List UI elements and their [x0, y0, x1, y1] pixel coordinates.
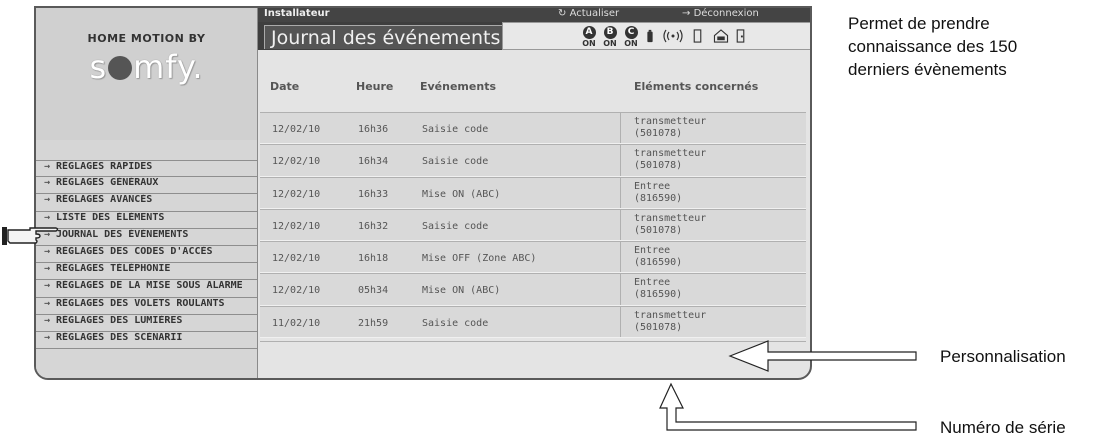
brand-tagline: HOME MOTION BY	[87, 32, 206, 45]
arrow-right-icon: →	[44, 228, 51, 240]
refresh-link[interactable]: ↻ Actualiser	[558, 8, 620, 19]
header-element: Eléments concernés	[634, 80, 759, 93]
arrow-right-icon: →	[44, 314, 51, 326]
zone-c-status: C ON	[624, 27, 638, 48]
annotation-customisation: Personnalisation	[940, 347, 1066, 366]
arrow-right-icon: →	[44, 245, 51, 257]
arrow-right-icon: →	[44, 280, 51, 292]
menu-item-codes-acces[interactable]: → RÉGLAGES DES CODES D'ACCÈS	[36, 246, 257, 263]
menu-item-reglages-rapides[interactable]: → RÉGLAGES RAPIDES	[36, 160, 257, 177]
table-row: 12/02/10 16h18 Mise OFF (Zone ABC) Entree (816590)	[260, 241, 806, 273]
header-time: Heure	[356, 80, 394, 93]
menu-item-reglages-avances[interactable]: → RÉGLAGES AVANCÉS	[36, 194, 257, 211]
arrow-right-icon: →	[44, 263, 51, 275]
callout-arrow-serial	[660, 384, 916, 430]
callout-arrow-customisation	[730, 341, 916, 371]
menu-item-lumieres[interactable]: → RÉGLAGES DES LUMIÈRES	[36, 315, 257, 332]
annotation-serial-number: Numéro de série	[940, 418, 1066, 437]
menu-item-volets-roulants[interactable]: → RÉGLAGES DES VOLETS ROULANTS	[36, 298, 257, 315]
page-title: Journal des événements	[264, 25, 507, 49]
zone-b-status: B ON	[603, 27, 617, 48]
header-date: Date	[270, 80, 300, 93]
somfy-logo: s mfy.	[89, 48, 204, 86]
header-event: Evénements	[420, 80, 496, 93]
table-row: 12/02/10 05h34 Mise ON (ABC) Entree (816590)	[260, 273, 806, 305]
menu-item-scenarii[interactable]: → RÉGLAGES DES SCÉNARII	[36, 332, 257, 349]
menu-item-journal-evenements[interactable]: → JOURNAL DES ÉVÉNEMENTS	[36, 229, 257, 246]
table-row: 11/02/10 21h59 Saisie code transmetteur (501078)	[260, 306, 806, 338]
zone-a-status: A ON	[582, 27, 596, 48]
arrow-right-icon: →	[44, 297, 51, 309]
menu-item-telephonie[interactable]: → RÉGLAGES TÉLÉPHONIE	[36, 263, 257, 280]
menu-item-reglages-generaux[interactable]: → RÉGLAGES GÉNÉRAUX	[36, 177, 257, 194]
table-row: 12/02/10 16h34 Saisie code transmetteur (501078)	[260, 144, 806, 176]
menu-item-mise-sous-alarme[interactable]: → RÉGLAGES DE LA MISE SOUS ALARME	[36, 280, 257, 297]
arrow-right-icon: →	[44, 177, 51, 189]
menu-item-liste-elements[interactable]: → LISTE DES ÉLÉMENTS	[36, 212, 257, 229]
table-row: 12/02/10 16h36 Saisie code transmetteur (501078)	[260, 112, 806, 144]
arrow-right-icon: →	[44, 331, 51, 343]
table-row: 12/02/10 16h32 Saisie code transmetteur (501078)	[260, 209, 806, 241]
annotation-note: Permet de prendre connaissance des 150 derniers évènements	[848, 14, 1018, 79]
logout-link[interactable]: → Déconnexion	[682, 8, 759, 19]
arrow-right-icon: →	[44, 161, 51, 172]
arrow-right-icon: →	[44, 194, 51, 206]
user-role: Installateur	[264, 8, 330, 19]
arrow-right-icon: →	[44, 211, 51, 223]
table-row: 12/02/10 16h33 Mise ON (ABC) Entree (816590)	[260, 177, 806, 209]
